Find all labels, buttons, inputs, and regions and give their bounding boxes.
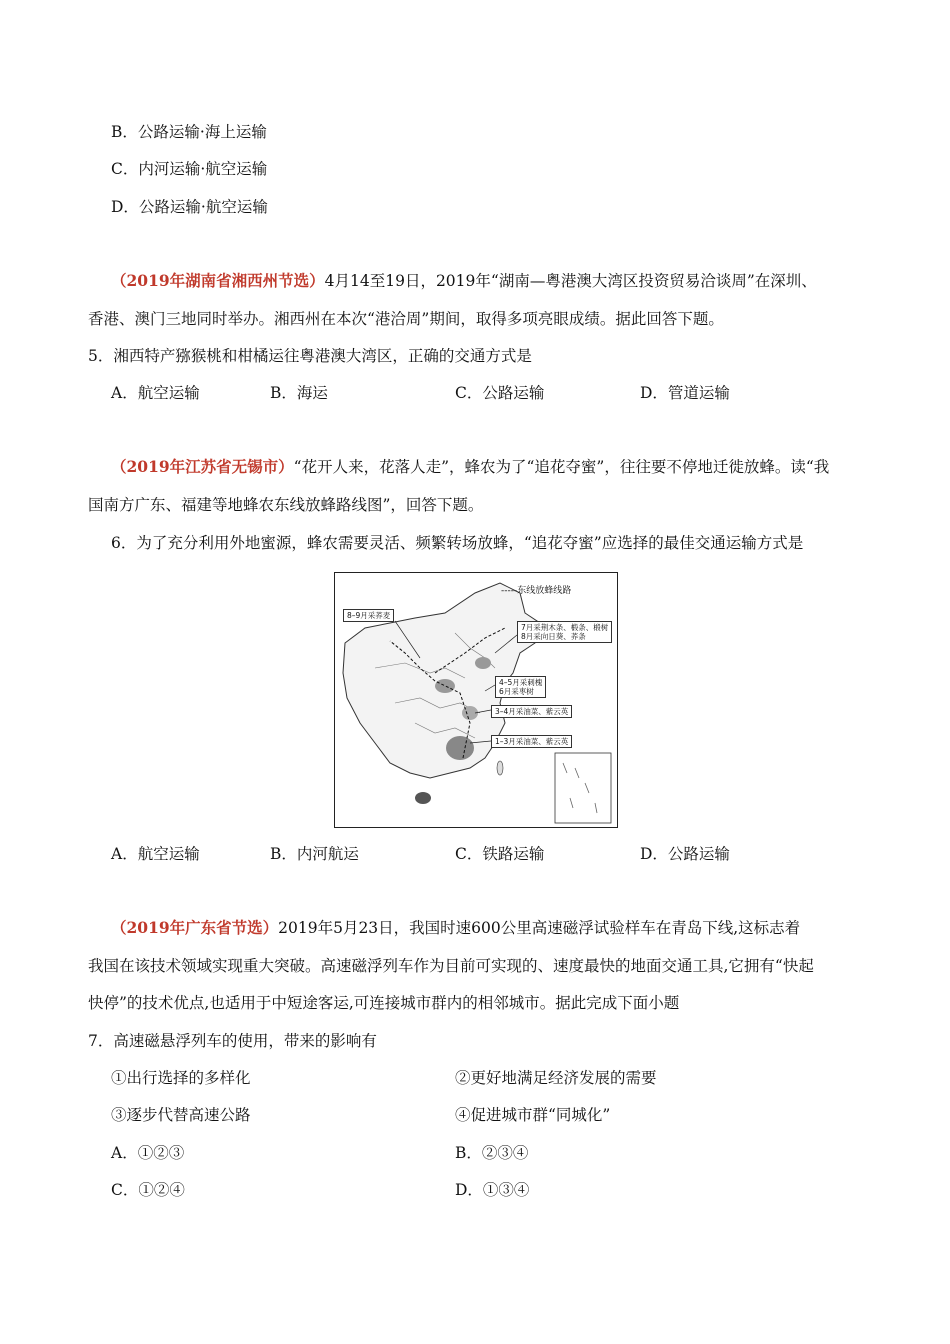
- map-callout-aug: 8月采向日葵、荞条: [521, 632, 586, 641]
- q7-intro-line2: 我国在该技术领域实现重大突破。高速磁浮列车作为目前可实现的、速度最快的地面交通工具,它拥有“快起: [88, 957, 814, 975]
- map-callout-apr-jun: [495, 676, 546, 698]
- map-callout-jan-mar: 1–3月采油菜、紫云英: [491, 735, 572, 748]
- q5-question: 5．湘西特产猕猴桃和柑橘运往粤港澳大湾区，正确的交通方式是: [88, 347, 532, 365]
- q6-option-a: A．航空运输: [111, 845, 200, 863]
- q5-intro-line2: 香港、澳门三地同时举办。湘西州在本次“港洽周”期间，取得多项亮眼成绩。据此回答下题。: [88, 310, 724, 328]
- q7-question: 7．高速磁悬浮列车的使用，带来的影响有: [88, 1032, 377, 1050]
- beekeeping-route-map: [334, 572, 618, 828]
- map-callout-jul: 7月采荆木条、椴条、椴树: [521, 623, 609, 632]
- q5-option-a: A．航空运输: [111, 384, 200, 402]
- q7-intro-line1: [111, 917, 800, 939]
- q4-option-d: D．公路运输·航空运输: [111, 198, 268, 216]
- map-callout-jun: 6月采枣树: [499, 687, 534, 696]
- q7-statement-2: ②更好地满足经济发展的需要: [455, 1069, 657, 1087]
- q4-option-c: C．内河运输·航空运输: [111, 160, 268, 178]
- map-callout-apr: 4–5月采刺槐: [499, 678, 543, 687]
- q6-option-d: D．公路运输: [640, 845, 730, 863]
- q7-statement-3: ③逐步代替高速公路: [111, 1106, 251, 1124]
- q7-option-a: A．①②③: [111, 1144, 185, 1162]
- q6-intro-text1: “花开人来，花落人走”，蜂农为了“追花夺蜜”，往往要不停地迁徙放蜂。读“我: [293, 458, 830, 476]
- q7-option-d: D．①③④: [455, 1181, 530, 1199]
- q5-option-c: C．公路运输: [455, 384, 545, 402]
- q7-statement-4: ④促进城市群“同城化”: [455, 1106, 611, 1124]
- q7-intro-line3: 快停”的技术优点,也适用于中短途客运,可连接城市群内的相邻城市。据此完成下面小题: [88, 994, 680, 1012]
- q6-question: 6．为了充分利用外地蜜源，蜂农需要灵活、频繁转场放蜂，“追花夺蜜”应选择的最佳交通运输方式是: [111, 534, 804, 552]
- q6-source: （2019年江苏省无锡市）: [111, 457, 294, 476]
- q5-intro-line1: [111, 270, 817, 292]
- map-callout-jul-aug: [517, 621, 612, 643]
- map-callout-aug-sep: 8–9月采荞麦: [343, 609, 394, 622]
- q5-source: （2019年湖南省湘西州节选）: [111, 271, 325, 290]
- q6-option-c: C．铁路运输: [455, 845, 545, 863]
- q5-option-d: D．管道运输: [640, 384, 730, 402]
- q7-source: （2019年广东省节选）: [111, 918, 279, 937]
- q6-intro-line1: [111, 456, 829, 478]
- map-legend: -----东线放蜂线路: [501, 586, 572, 596]
- q6-intro-line2: 国南方广东、福建等地蜂农东线放蜂路线图”，回答下题。: [88, 496, 484, 514]
- q5-intro-text1: 4月14至19日，2019年“湖南—粤港澳大湾区投资贸易洽谈周”在深圳、: [324, 272, 817, 290]
- q7-intro-text1: 2019年5月23日，我国时速600公里高速磁浮试验样车在青岛下线,这标志着: [278, 919, 801, 937]
- q5-option-b: B．海运: [270, 384, 328, 402]
- q7-statement-1: ①出行选择的多样化: [111, 1069, 251, 1087]
- q4-option-b: B．公路运输·海上运输: [111, 123, 267, 141]
- q7-option-c: C．①②④: [111, 1181, 185, 1199]
- map-callout-mar-apr: 3–4月采油菜、紫云英: [491, 705, 572, 718]
- q7-option-b: B．②③④: [455, 1144, 529, 1162]
- q6-option-b: B．内河航运: [270, 845, 359, 863]
